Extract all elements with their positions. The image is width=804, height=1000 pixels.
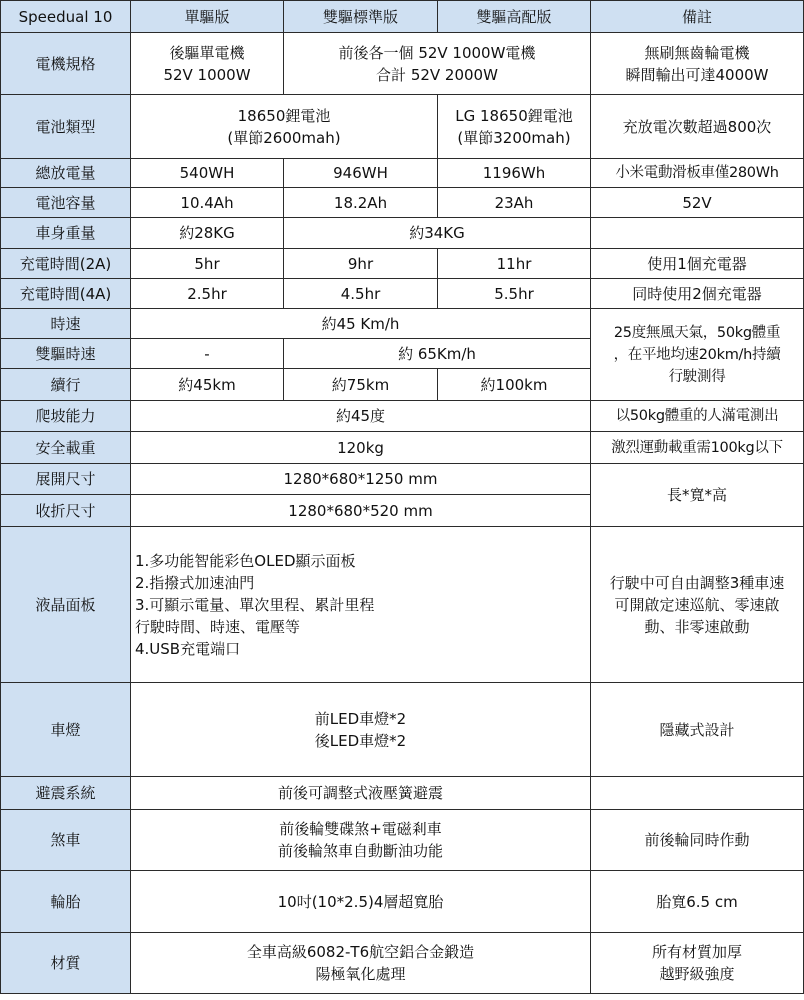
cell-all: 1280*680*520 mm [131,495,591,527]
cell-note: 小米電動滑板車僅280Wh [591,159,804,188]
row-label: 輪胎 [1,871,131,933]
header-dual-high: 雙驅高配版 [438,1,591,33]
row-label: 收折尺寸 [1,495,131,527]
cell-single: - [131,339,284,369]
row-total-discharge [1,159,804,188]
cell-all: 10吋(10*2.5)4層超寬胎 [131,871,591,933]
cell-all: 120kg [131,432,591,464]
row-label: 避震系統 [1,777,131,810]
row-label: 總放電量 [1,159,131,188]
row-label: 車身重量 [1,218,131,249]
cell-size-note: 長*寬*高 [591,464,804,527]
cell-all: 約45度 [131,401,591,432]
row-capacity [1,188,804,218]
cell-note: 前後輪同時作動 [591,810,804,871]
row-label: 材質 [1,933,131,994]
row-charge-4a [1,279,804,309]
row-climb [1,401,804,432]
cell-single: 2.5hr [131,279,284,309]
cell-high: 1196Wh [438,159,591,188]
cell-all: 前後輪雙碟煞+電磁剎車 前後輪煞車自動斷油功能 [131,810,591,871]
cell-all: 全車高級6082-T6航空鋁合金鍛造 陽極氧化處理 [131,933,591,994]
cell-single: 約28KG [131,218,284,249]
cell-high: LG 18650鋰電池 (單節3200mah) [438,95,591,159]
cell-note: 無刷無齒輪電機 瞬間輸出可達4000W [591,33,804,95]
cell-dual: 前後各一個 52V 1000W電機 合計 52V 2000W [284,33,591,95]
row-weight [1,218,804,249]
cell-all: 前後可調整式液壓簧避震 [131,777,591,810]
row-label: 電機規格 [1,33,131,95]
row-battery-type [1,95,804,159]
row-label: 充電時間(2A) [1,249,131,279]
row-label: 充電時間(4A) [1,279,131,309]
header-note: 備註 [591,1,804,33]
row-material [1,933,804,994]
cell-note: 行駛中可自由調整3種車速 可開啟定速巡航、零速啟 動、非零速啟動 [591,527,804,683]
cell-single: 約45km [131,369,284,401]
cell-note: 胎寬6.5 cm [591,871,804,933]
row-unfold-size [1,464,804,495]
cell-standard: 18.2Ah [284,188,438,218]
cell-all: 1.多功能智能彩色OLED顯示面板 2.指撥式加速油門 3.可顯示電量、單次里程、累計里程 行駛時間、時速、電壓等 4.USB充電端口 [131,527,591,683]
row-label: 電池類型 [1,95,131,159]
cell-note: 同時使用2個充電器 [591,279,804,309]
row-speed [1,309,804,339]
cell-note: 以50kg體重的人滿電測出 [591,401,804,432]
cell-note [591,777,804,810]
cell-note: 充放電次數超過800次 [591,95,804,159]
row-label: 續行 [1,369,131,401]
cell-note: 52V [591,188,804,218]
row-display [1,527,804,683]
row-label: 安全載重 [1,432,131,464]
cell-high: 23Ah [438,188,591,218]
row-tire [1,871,804,933]
cell-note: 使用1個充電器 [591,249,804,279]
row-label: 車燈 [1,683,131,777]
cell-high: 5.5hr [438,279,591,309]
cell-high: 11hr [438,249,591,279]
cell-single: 10.4Ah [131,188,284,218]
cell-dual: 約 65Km/h [284,339,591,369]
cell-all: 前LED車燈*2 後LED車燈*2 [131,683,591,777]
cell-single: 後驅單電機 52V 1000W [131,33,284,95]
row-label: 爬坡能力 [1,401,131,432]
row-load [1,432,804,464]
cell-single: 540WH [131,159,284,188]
cell-note: 隱藏式設計 [591,683,804,777]
row-charge-2a [1,249,804,279]
row-label: 雙驅時速 [1,339,131,369]
header-row [1,1,804,33]
cell-standard: 9hr [284,249,438,279]
row-label: 煞車 [1,810,131,871]
header-single-drive: 單驅版 [131,1,284,33]
cell-all: 約45 Km/h [131,309,591,339]
cell-single: 5hr [131,249,284,279]
row-lights [1,683,804,777]
cell-standard: 946WH [284,159,438,188]
cell-high: 約100km [438,369,591,401]
cell-all: 1280*680*1250 mm [131,464,591,495]
cell-standard: 18650鋰電池 (單節2600mah) [131,95,438,159]
row-suspension [1,777,804,810]
cell-dual: 約34KG [284,218,591,249]
cell-note [591,218,804,249]
cell-standard: 約75km [284,369,438,401]
row-label: 液晶面板 [1,527,131,683]
header-dual-standard: 雙驅標準版 [284,1,438,33]
cell-range-note: 25度無風天氣，50kg體重 ，在平地均速20km/h持續 行駛測得 [591,309,804,401]
row-brake [1,810,804,871]
cell-note: 所有材質加厚 越野級強度 [591,933,804,994]
row-label: 展開尺寸 [1,464,131,495]
cell-standard: 4.5hr [284,279,438,309]
row-motor [1,33,804,95]
header-model: Speedual 10 [1,1,131,33]
row-label: 時速 [1,309,131,339]
row-label: 電池容量 [1,188,131,218]
cell-note: 激烈運動載重需100kg以下 [591,432,804,464]
